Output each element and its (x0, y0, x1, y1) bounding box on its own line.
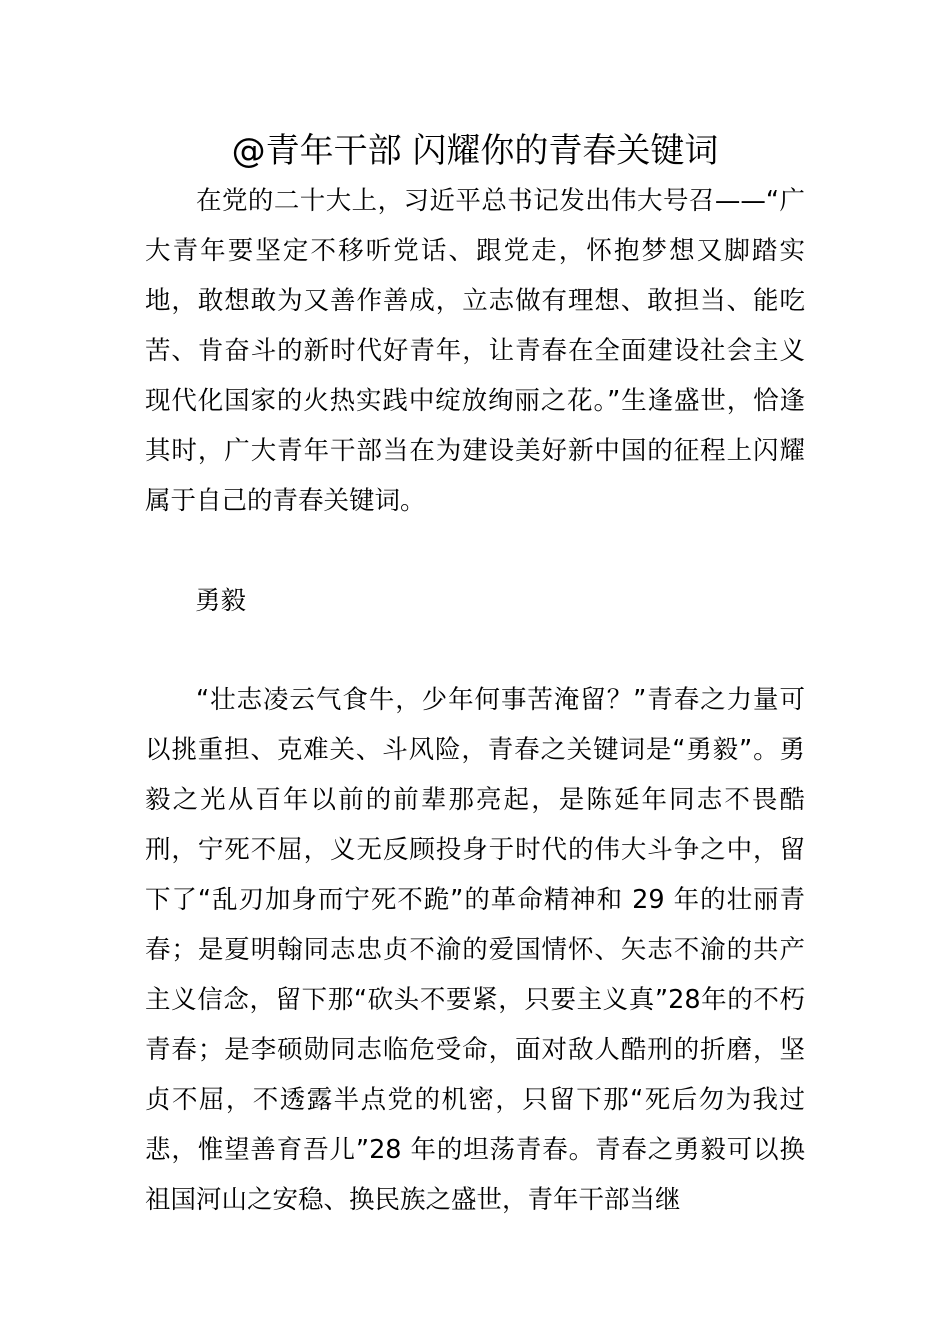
section-body-paragraph: “壮志凌云气食牛，少年何事苦淹留？”青春之力量可以挑重担、克难关、斗风险，青春之关键词是“勇毅”。勇毅之光从百年以前的前辈那亮起，是陈延年同志不畏酷刑，宁死不屈，义无反顾投身于时代的伟大斗争之中，留下了“乱刃加身而宁死不跪”的革命精神和 29 年的壮丽青春；是夏明翰同志忠贞不渝的爱国情怀、矢志不渝的共产主义信念，留下那“砍头不要紧，只要主义真”28年的不朽青春；是李硕勋同志临危受命，面对敌人酷刑的折磨，坚贞不屈，不透露半点党的机密，只留下那“死后勿为我过悲，惟望善育吾儿”28 年的坦荡青春。青春之勇毅可以换祖国河山之安稳、换民族之盛世，青年干部当继 (145, 685, 805, 1215)
intro-paragraph: 在党的二十大上，习近平总书记发出伟大号召——“广大青年要坚定不移听党话、跟党走，怀抱梦想又脚踏实地，敢想敢为又善作善成，立志做有理想、敢担当、能吃苦、肯奋斗的新时代好青年，让青春在全面建设社会主义现代化国家的火热实践中绽放绚丽之花。”生逢盛世，恰逢其时，广大青年干部当在为建设美好新中国的征程上闪耀属于自己的青春关键词。 (145, 186, 805, 516)
section-heading: 勇毅 (195, 586, 247, 616)
document-title: @青年干部 闪耀你的青春关键词 (231, 131, 719, 171)
